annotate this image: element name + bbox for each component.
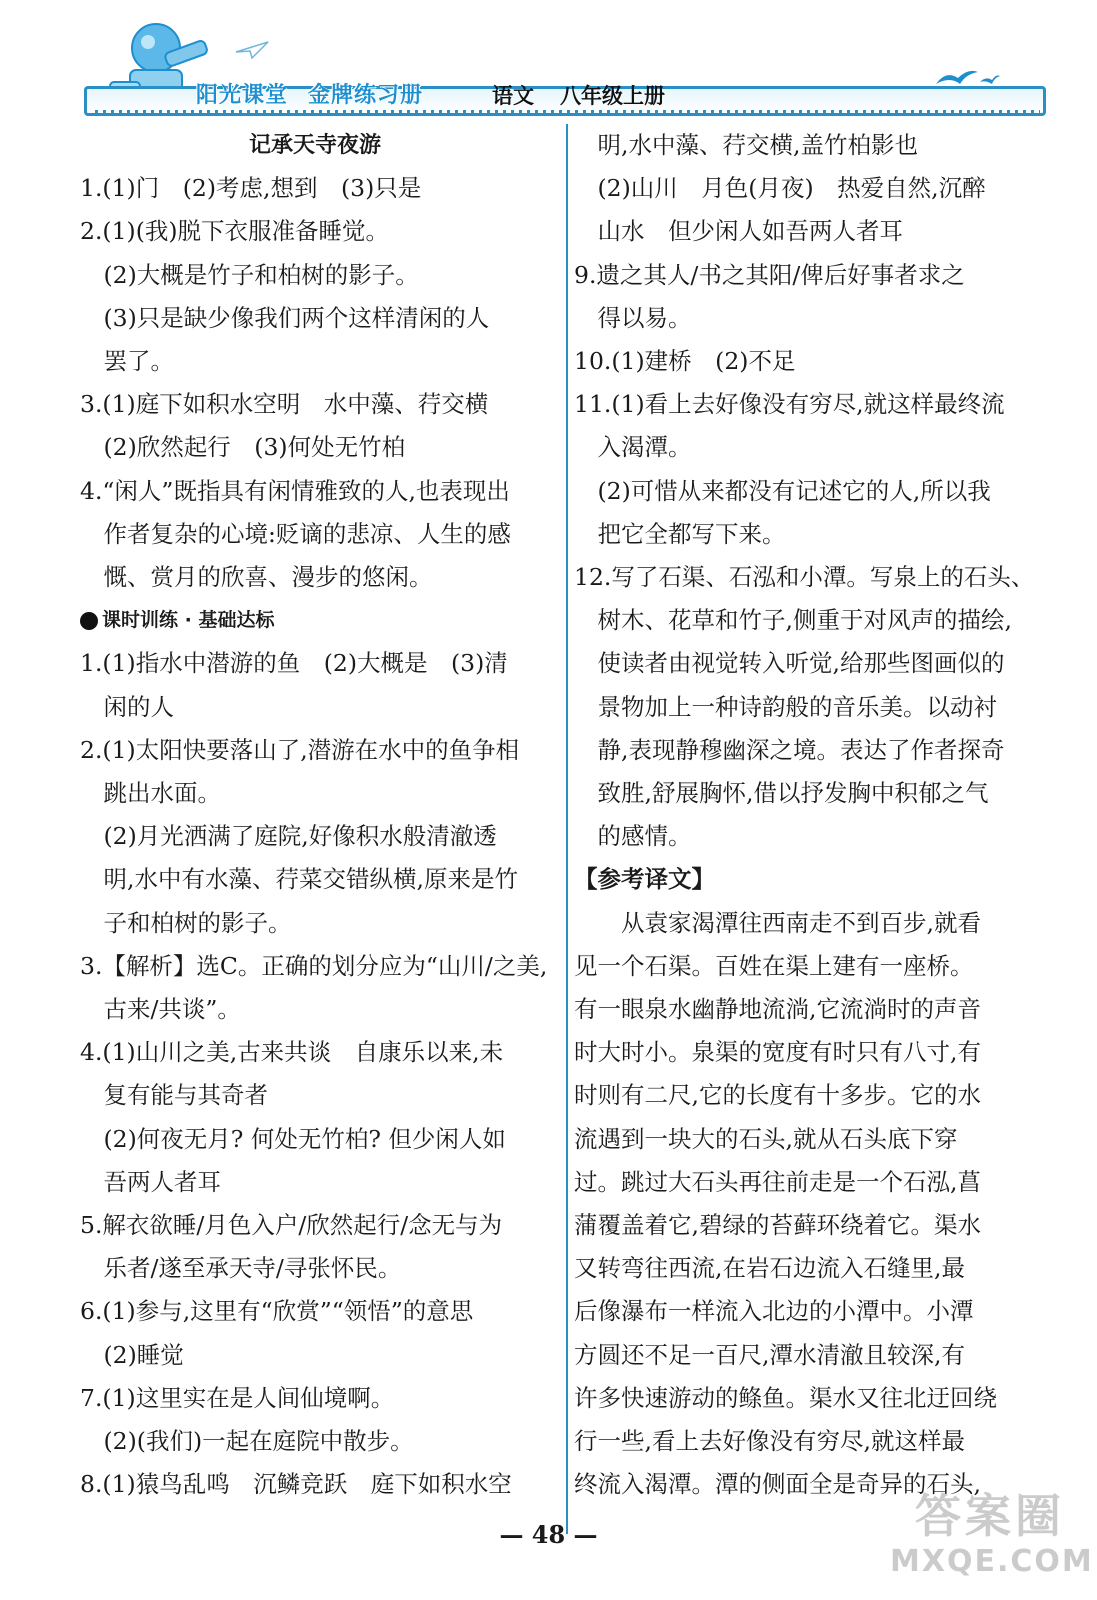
answer-line <box>80 945 550 988</box>
line-text: 树木、花草和竹子,侧重于对风声的描绘, <box>574 606 1012 635</box>
answer-line <box>574 729 1044 772</box>
answer-line <box>574 383 1044 426</box>
brand-name-2: 金牌练习册 <box>308 83 424 108</box>
line-text: 许多快速游动的鲦鱼。渠水又往北迂回绕 <box>574 1383 997 1412</box>
line-text: 1.(1)指水中潜游的鱼 (2)大概是 (3)清 <box>80 649 508 678</box>
subsection-heading <box>574 858 1044 901</box>
answer-line <box>80 167 550 210</box>
line-text: 3.【解析】选C。正确的划分应为“山川/之美, <box>80 951 548 980</box>
column-divider <box>566 124 568 1534</box>
answer-line <box>80 686 550 729</box>
line-text: (2)欣然起行 (3)何处无竹柏 <box>80 433 406 462</box>
line-text: 7.(1)这里实在是人间仙境啊。 <box>80 1383 395 1412</box>
line-text: 4.(1)山川之美,古来共谈 自康乐以来,未 <box>80 1038 504 1067</box>
line-text: 流遇到一块大的石头,就从石头底下穿 <box>574 1124 958 1153</box>
line-text: (2)睡觉 <box>80 1340 184 1369</box>
line-text: (3)只是缺少像我们两个这样清闲的人 <box>80 303 490 332</box>
line-text: 闲的人 <box>80 692 174 721</box>
line-text: 致胜,舒展胸怀,借以抒发胸中积郁之气 <box>574 779 989 808</box>
line-text: 12.写了石渠、石泓和小潭。写泉上的石头、 <box>574 563 1035 592</box>
answer-line <box>574 254 1044 297</box>
line-text: 1.(1)门 (2)考虑,想到 (3)只是 <box>80 174 422 203</box>
line-text: 时大时小。泉渠的宽度有时只有八寸,有 <box>574 1038 981 1067</box>
line-text: 过。跳过大石头再往前走是一个石泓,菖 <box>574 1167 981 1196</box>
line-text: 9.遗之其人/书之其阳/俾后好事者求之 <box>574 260 965 289</box>
line-text: 时则有二尺,它的长度有十多步。它的水 <box>574 1081 981 1110</box>
answer-line <box>574 599 1044 642</box>
answer-line <box>574 1074 1044 1117</box>
answer-line <box>80 1377 550 1420</box>
answer-line <box>80 297 550 340</box>
line-text: 又转弯往西流,在岩石边流入石缝里,最 <box>574 1254 965 1283</box>
line-text: 有一眼泉水幽静地流淌,它流淌时的声音 <box>574 995 981 1024</box>
answer-line <box>574 945 1044 988</box>
answer-line <box>80 470 550 513</box>
line-text: 乐者/遂至承天寺/寻张怀民。 <box>80 1254 402 1283</box>
line-text: 复有能与其奇者 <box>80 1081 268 1110</box>
line-text: 作者复杂的心境:贬谪的悲凉、人生的感 <box>80 519 511 548</box>
section-title <box>80 124 550 167</box>
grade-label: 八年级上册 <box>560 84 665 108</box>
line-text: 罢了。 <box>80 347 174 376</box>
answer-line <box>574 1420 1044 1463</box>
line-text: 蒲覆盖着它,碧绿的苔藓环绕着它。渠水 <box>574 1211 981 1240</box>
answer-line <box>574 642 1044 685</box>
line-text: 入渴潭。 <box>574 433 692 462</box>
line-text: 慨、赏月的欣喜、漫步的悠闲。 <box>80 563 433 592</box>
answer-line <box>574 1247 1044 1290</box>
line-text: 5.解衣欲睡/月色入户/欣然起行/念无与为 <box>80 1211 503 1240</box>
answer-line <box>80 902 550 945</box>
answer-line <box>80 254 550 297</box>
watermark-text-top: 答案圈 <box>915 1489 1065 1543</box>
answer-line <box>574 426 1044 469</box>
line-text: 终流入渴潭。潭的侧面全是奇异的石头, <box>574 1470 981 1499</box>
line-text: 11.(1)看上去好像没有穷尽,就这样最终流 <box>574 390 1005 419</box>
answer-line <box>80 1247 550 1290</box>
answer-line <box>574 167 1044 210</box>
line-text: 山水 但少闲人如吾两人者耳 <box>574 217 903 246</box>
line-text: 景物加上一种诗韵般的音乐美。以动衬 <box>574 692 997 721</box>
line-text: 6.(1)参与,这里有“欣赏”“领悟”的意思 <box>80 1297 474 1326</box>
line-text: 行一些,看上去好像没有穷尽,就这样最 <box>574 1427 965 1456</box>
answer-line <box>574 1204 1044 1247</box>
line-text: 10.(1)建桥 (2)不足 <box>574 347 796 376</box>
answer-line <box>80 426 550 469</box>
line-text: 的感情。 <box>574 822 692 851</box>
answer-line <box>574 1334 1044 1377</box>
answer-line <box>80 513 550 556</box>
answer-line <box>80 340 550 383</box>
answer-line <box>574 1290 1044 1333</box>
answer-line <box>574 556 1044 599</box>
answer-line <box>80 1074 550 1117</box>
line-text: 8.(1)猿鸟乱鸣 沉鳞竞跃 庭下如积水空 <box>80 1470 512 1499</box>
line-text: (2)大概是竹子和柏树的影子。 <box>80 260 419 289</box>
answer-line <box>80 1118 550 1161</box>
line-text: (2)山川 月色(月夜) 热爱自然,沉醉 <box>574 174 986 203</box>
line-text: 【参考译文】 <box>574 865 715 894</box>
watermark-logo <box>890 1488 1094 1598</box>
left-column <box>80 124 550 1507</box>
line-text: 从袁家渴潭往西南走不到百步,就看 <box>574 908 981 937</box>
line-text: 2.(1)太阳快要落山了,潜游在水中的鱼争相 <box>80 735 520 764</box>
answer-line <box>574 1118 1044 1161</box>
header-dotted-rule <box>95 110 1040 114</box>
answer-line <box>574 340 1044 383</box>
line-text: 明,水中有水藻、荇菜交错纵横,原来是竹 <box>80 865 518 894</box>
answer-line <box>80 1463 550 1506</box>
page-number: — 48 — <box>499 1520 598 1549</box>
answer-line <box>80 1334 550 1377</box>
line-text: 使读者由视觉转入听觉,给那些图画似的 <box>574 649 1005 678</box>
line-text: 2.(1)(我)脱下衣服准备睡觉。 <box>80 217 390 246</box>
page-header <box>0 0 1097 130</box>
line-text: (2)何夜无月? 何处无竹柏? 但少闲人如 <box>80 1124 506 1153</box>
answer-line <box>574 815 1044 858</box>
answer-line <box>80 815 550 858</box>
line-text: 吾两人者耳 <box>80 1167 221 1196</box>
answer-line <box>574 124 1044 167</box>
line-text: 记承天寺夜游 <box>248 133 381 158</box>
answer-line <box>574 1031 1044 1074</box>
line-text: 得以易。 <box>574 303 692 332</box>
line-text: 明,水中藻、荇交横,盖竹柏影也 <box>574 131 918 159</box>
answer-line <box>574 686 1044 729</box>
watermark-text-bottom: MXQE.COM <box>890 1544 1094 1579</box>
line-text: 方圆还不足一百尺,潭水清澈且较深,有 <box>574 1340 965 1369</box>
subject-grade <box>492 80 691 110</box>
answer-line <box>80 772 550 815</box>
section-heading <box>80 599 550 642</box>
line-text: 课时训练 · 基础达标 <box>102 609 275 632</box>
answer-line <box>574 902 1044 945</box>
right-column <box>574 124 1044 1507</box>
answer-line <box>574 297 1044 340</box>
line-text: 4.“闲人”既指具有闲情雅致的人,也表现出 <box>80 476 510 505</box>
answer-line <box>80 1420 550 1463</box>
answer-line <box>80 729 550 772</box>
subject-label: 语文 <box>492 84 534 108</box>
line-text: 古来/共谈”。 <box>80 995 241 1024</box>
brand-name-1: 阳光课堂 <box>196 83 289 108</box>
section-bullet-icon <box>80 612 98 630</box>
answer-line <box>574 1377 1044 1420</box>
line-text: (2)可惜从来都没有记述它的人,所以我 <box>574 476 991 505</box>
answer-line <box>80 1031 550 1074</box>
line-text: 把它全都写下来。 <box>574 519 786 548</box>
answer-line <box>80 210 550 253</box>
line-text: 3.(1)庭下如积水空明 水中藻、荇交横 <box>80 390 489 419</box>
line-text: 后像瀑布一样流入北边的小潭中。小潭 <box>574 1297 974 1326</box>
line-text: (2)月光洒满了庭院,好像积水般清澈透 <box>80 822 497 851</box>
line-text: 跳出水面。 <box>80 779 221 808</box>
answer-line <box>80 642 550 685</box>
answer-line <box>80 1290 550 1333</box>
line-text: 静,表现静穆幽深之境。表达了作者探奇 <box>574 735 1005 764</box>
answer-line <box>574 470 1044 513</box>
answer-line <box>80 383 550 426</box>
line-text: (2)(我们)一起在庭院中散步。 <box>80 1427 414 1456</box>
answer-line <box>80 988 550 1031</box>
answer-line <box>574 210 1044 253</box>
line-text: 见一个石渠。百姓在渠上建有一座桥。 <box>574 951 974 980</box>
answer-line <box>574 772 1044 815</box>
answer-line <box>574 988 1044 1031</box>
brand-title <box>196 78 443 109</box>
answer-line <box>80 858 550 901</box>
answer-line <box>80 556 550 599</box>
answer-line <box>574 1161 1044 1204</box>
answer-line <box>80 1204 550 1247</box>
line-text: 子和柏树的影子。 <box>80 908 292 937</box>
paper-plane-icon <box>234 40 270 60</box>
answer-line <box>574 513 1044 556</box>
answer-line <box>80 1161 550 1204</box>
